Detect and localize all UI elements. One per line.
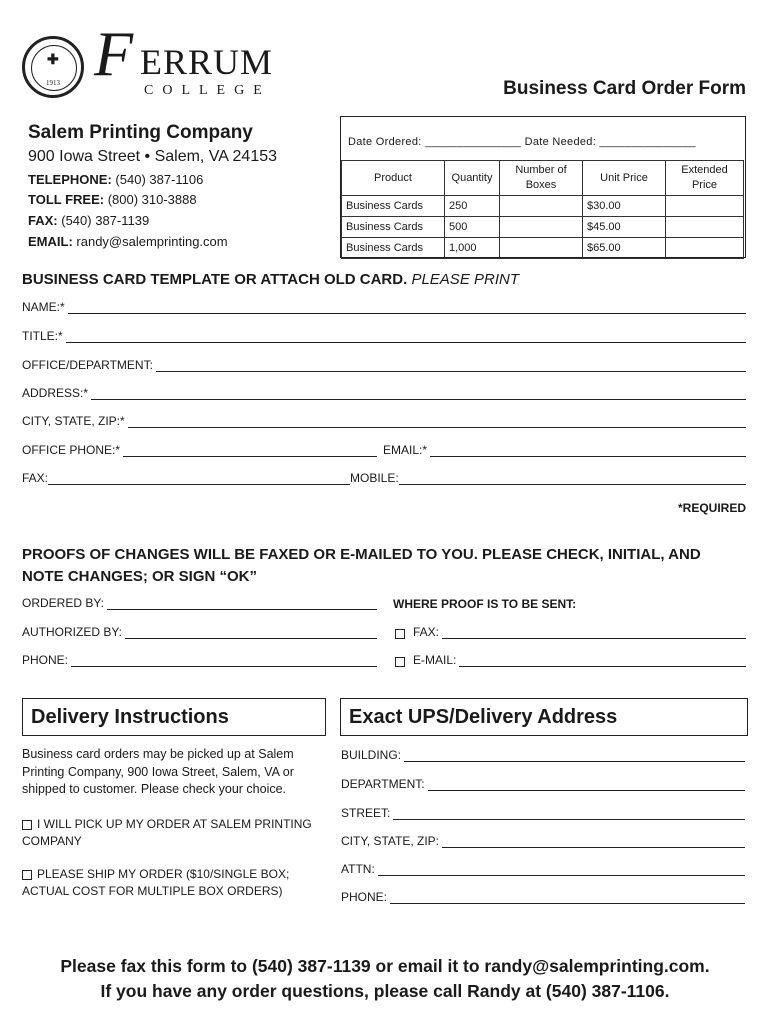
fax-line: FAX: (540) 387-1139 — [28, 213, 150, 228]
boxes-cell[interactable] — [500, 238, 583, 259]
telephone-line: TELEPHONE: (540) 387-1106 — [28, 172, 204, 187]
where-proof-sent-label: WHERE PROOF IS TO BE SENT: — [393, 597, 577, 611]
ship-option[interactable]: PLEASE SHIP MY ORDER ($10/SINGLE BOX; ACTUAL COST FOR MULTIPLE BOX ORDERS) — [22, 867, 290, 898]
col-product: Product — [342, 161, 445, 196]
phone-field[interactable]: PHONE: — [22, 653, 377, 667]
email-line: EMAIL: randy@salemprinting.com — [28, 234, 228, 249]
table-row: Business Cards 250 $30.00 — [342, 196, 744, 217]
form-title: Business Card Order Form — [503, 78, 746, 99]
ship-checkbox[interactable] — [22, 870, 32, 880]
col-boxes: Number of Boxes — [500, 161, 583, 196]
delivery-address-title: Exact UPS/Delivery Address — [340, 698, 748, 736]
title-field[interactable]: TITLE:* — [22, 329, 746, 343]
extended-cell[interactable] — [666, 217, 744, 238]
office-department-field[interactable]: OFFICE/DEPARTMENT: — [22, 358, 746, 372]
fax-checkbox[interactable] — [395, 629, 405, 639]
boxes-cell[interactable] — [500, 217, 583, 238]
footer-note — [0, 954, 770, 1004]
table-row: Business Cards 500 $45.00 — [342, 217, 744, 238]
order-box — [340, 116, 746, 258]
authorized-by-field[interactable]: AUTHORIZED BY: — [22, 625, 377, 639]
office-phone-field[interactable]: OFFICE PHONE:* — [22, 443, 377, 457]
pickup-checkbox[interactable] — [22, 820, 32, 830]
proofs-heading: PROOFS OF CHANGES WILL BE FAXED OR E-MAILED TO YOU. PLEASE CHECK, INITIAL, AND NOTE CHANGES; OR SIGN “OK” — [22, 546, 701, 585]
building-field[interactable]: BUILDING: — [341, 748, 745, 762]
college-seal-icon: ✚ 1913 — [22, 36, 84, 98]
email-field[interactable]: EMAIL:* — [383, 443, 746, 457]
boxes-cell[interactable] — [500, 196, 583, 217]
delivery-city-field[interactable]: CITY, STATE, ZIP: — [341, 834, 745, 848]
delivery-phone-field[interactable]: PHONE: — [341, 890, 745, 904]
fax-field[interactable]: FAX: — [22, 471, 350, 485]
address-field[interactable]: ADDRESS:* — [22, 386, 746, 400]
col-extended-price: Extended Price — [666, 161, 744, 196]
order-dates[interactable]: Date Ordered: _______________ Date Needed: _______________ — [348, 136, 696, 148]
ferrum-college-logo: ✚ 1913 F ERRUM COLLEGE — [22, 30, 282, 102]
department-field[interactable]: DEPARTMENT: — [341, 777, 745, 791]
name-field[interactable]: NAME:* — [22, 300, 746, 314]
footer-line-2: If you have any order questions, please call Randy at (540) 387-1106. — [100, 981, 670, 1001]
mobile-field[interactable]: MOBILE: — [350, 471, 746, 485]
tollfree-line: TOLL FREE: (800) 310-3888 — [28, 192, 197, 207]
street-field[interactable]: STREET: — [341, 806, 745, 820]
extended-cell[interactable] — [666, 238, 744, 259]
col-unit-price: Unit Price — [583, 161, 666, 196]
table-row: Business Cards 1,000 $65.00 — [342, 238, 744, 259]
delivery-text: Business card orders may be picked up at Salem Printing Company, 900 Iowa Street, Salem, VA or shipped to customer. Please check your choice. — [22, 747, 294, 796]
pickup-option[interactable]: I WILL PICK UP MY ORDER AT SALEM PRINTING COMPANY — [22, 817, 312, 848]
ordered-by-field[interactable]: ORDERED BY: — [22, 596, 377, 610]
delivery-instructions-title: Delivery Instructions — [22, 698, 326, 736]
col-quantity: Quantity — [445, 161, 500, 196]
email-checkbox[interactable] — [395, 657, 405, 667]
city-state-zip-field[interactable]: CITY, STATE, ZIP:* — [22, 414, 746, 428]
proof-email-field[interactable]: E-MAIL: — [393, 653, 746, 667]
required-note: *REQUIRED — [677, 501, 746, 515]
company-address: 900 Iowa Street • Salem, VA 24153 — [28, 148, 278, 165]
order-table — [341, 160, 744, 259]
attn-field[interactable]: ATTN: — [341, 862, 745, 876]
proof-fax-field[interactable]: FAX: — [393, 625, 746, 639]
extended-cell[interactable] — [666, 196, 744, 217]
template-heading: BUSINESS CARD TEMPLATE OR ATTACH OLD CARD. PLEASE PRINT — [22, 271, 519, 288]
footer-line-1: Please fax this form to (540) 387-1139 or email it to randy@salemprinting.com. — [60, 956, 710, 976]
company-name: Salem Printing Company — [28, 122, 253, 143]
